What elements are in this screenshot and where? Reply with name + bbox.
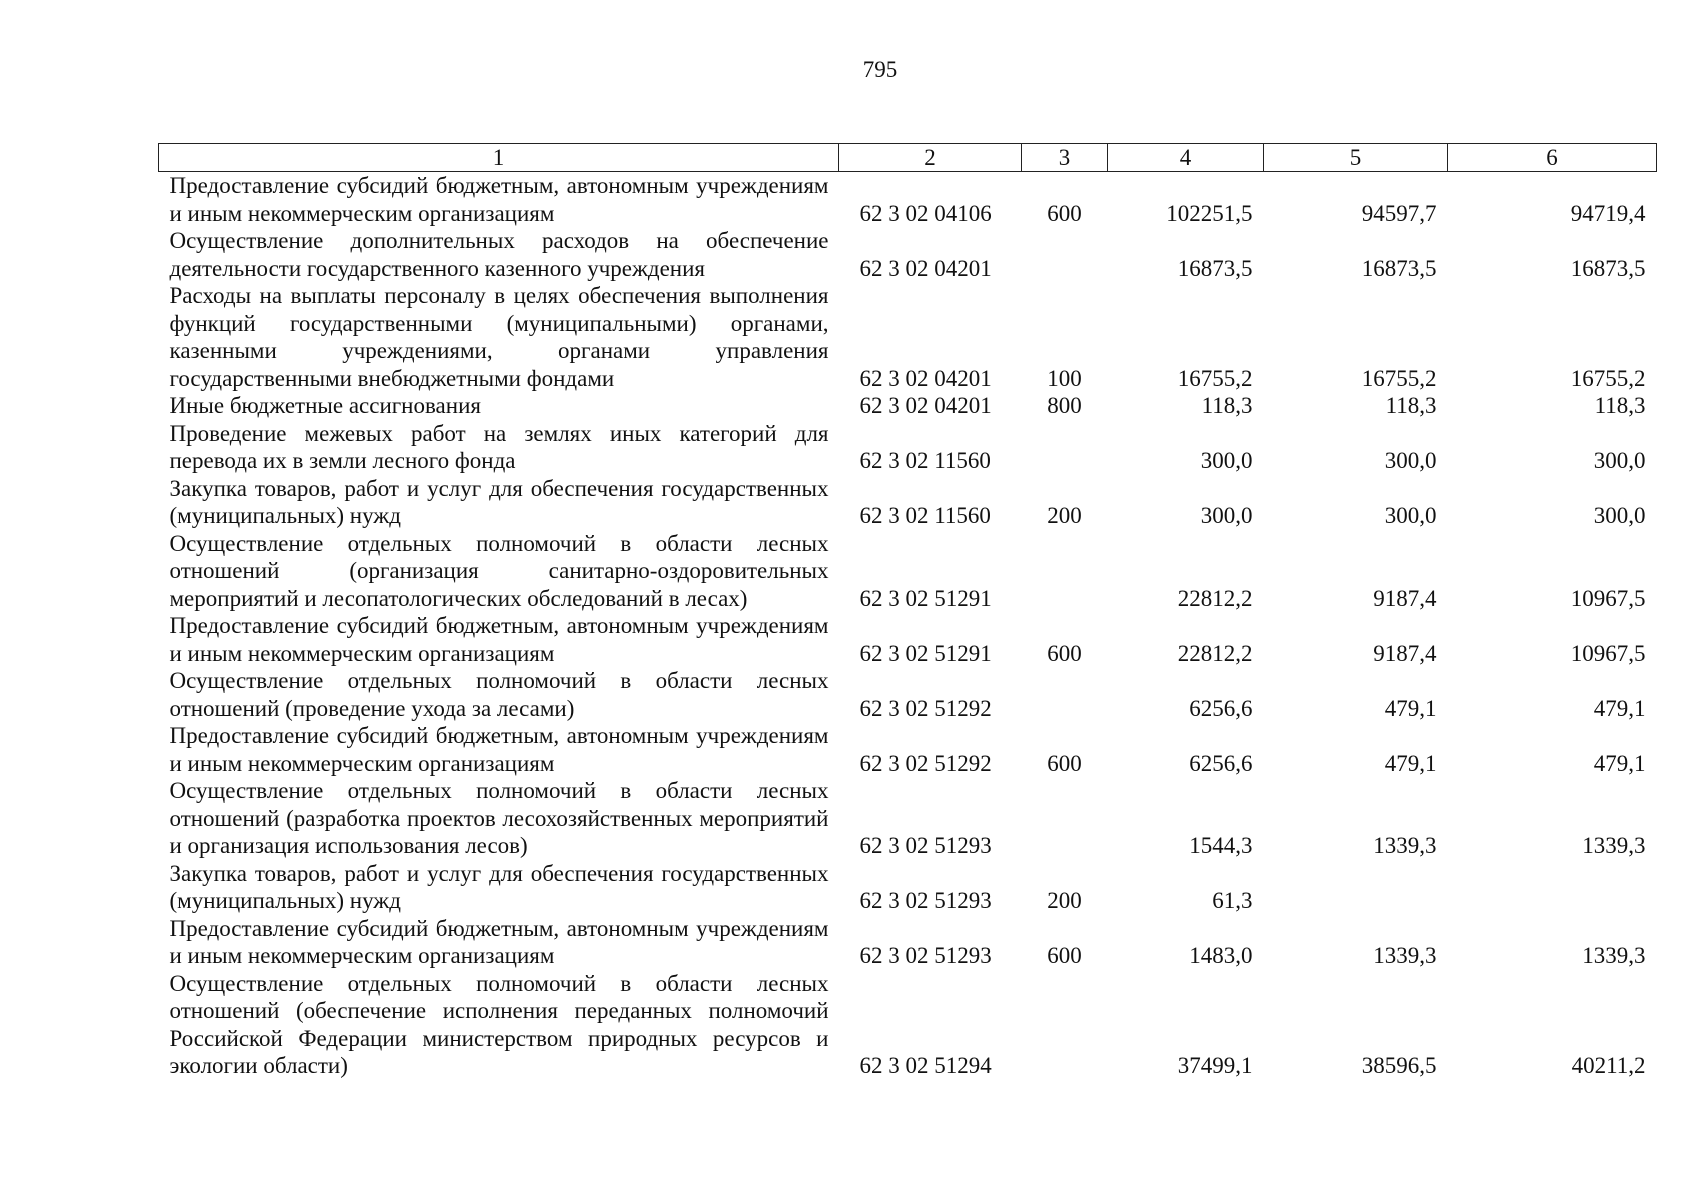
row-value-col4: 6256,6 bbox=[1189, 750, 1253, 776]
row-target-code: 62 3 02 04106 bbox=[859, 200, 992, 226]
column-header-6: 6 bbox=[1448, 144, 1657, 172]
table-row bbox=[159, 227, 1657, 282]
row-value-col5: 300,0 bbox=[1384, 503, 1437, 528]
row-value-col6: 16873,5 bbox=[1570, 255, 1646, 281]
row-target-code: 62 3 02 04201 bbox=[859, 255, 992, 281]
row-target-code: 62 3 02 04201 bbox=[859, 393, 992, 418]
column-header-1: 1 bbox=[159, 144, 839, 172]
row-target-code: 62 3 02 51293 bbox=[859, 888, 992, 913]
row-expense-type: 100 bbox=[1047, 365, 1082, 391]
table-row bbox=[159, 392, 1657, 420]
row-value-col5: 94597,7 bbox=[1361, 200, 1437, 226]
row-value-col6: 10967,5 bbox=[1570, 585, 1646, 611]
row-description: Осуществление дополнительных расходов на обеспечение деятельности государственного казенного учреждения bbox=[169, 228, 829, 281]
row-value-col6: 479,1 bbox=[1593, 750, 1646, 776]
row-value-col5: 479,1 bbox=[1384, 750, 1437, 776]
row-expense-type bbox=[1022, 530, 1108, 613]
row-value-col5: 479,1 bbox=[1384, 695, 1437, 721]
row-value-col5: 16873,5 bbox=[1361, 255, 1437, 281]
row-value-col5: 9187,4 bbox=[1373, 585, 1437, 611]
row-value-col6: 118,3 bbox=[1594, 393, 1646, 418]
row-value-col4: 37499,1 bbox=[1177, 1053, 1253, 1078]
row-value-col4: 61,3 bbox=[1212, 888, 1253, 913]
row-value-col4: 300,0 bbox=[1200, 448, 1253, 473]
column-header-4: 4 bbox=[1108, 144, 1264, 172]
row-value-col6: 300,0 bbox=[1593, 503, 1646, 528]
row-value-col6 bbox=[1448, 860, 1657, 915]
row-value-col4: 16873,5 bbox=[1177, 255, 1253, 281]
row-target-code: 62 3 02 04201 bbox=[859, 365, 992, 391]
row-expense-type bbox=[1022, 227, 1108, 282]
row-target-code: 62 3 02 51294 bbox=[859, 1053, 992, 1078]
row-expense-type: 600 bbox=[1047, 750, 1082, 776]
row-value-col5: 16755,2 bbox=[1361, 365, 1437, 391]
row-value-col4: 16755,2 bbox=[1177, 365, 1253, 391]
row-value-col4: 1483,0 bbox=[1189, 943, 1253, 968]
table-row bbox=[159, 612, 1657, 667]
table-row bbox=[159, 475, 1657, 530]
row-expense-type: 600 bbox=[1047, 200, 1082, 226]
row-description: Предоставление субсидий бюджетным, автономным учреждениям и иным некоммерческим организациям bbox=[169, 723, 829, 776]
row-value-col6: 479,1 bbox=[1593, 695, 1646, 721]
table-row bbox=[159, 722, 1657, 777]
row-target-code: 62 3 02 11560 bbox=[859, 503, 991, 528]
column-header-5: 5 bbox=[1264, 144, 1448, 172]
table-row bbox=[159, 420, 1657, 475]
row-target-code: 62 3 02 51291 bbox=[859, 585, 992, 611]
row-expense-type bbox=[1022, 420, 1108, 475]
row-value-col5: 1339,3 bbox=[1373, 943, 1437, 968]
row-description: Закупка товаров, работ и услуг для обеспечения государственных (муниципальных) нужд bbox=[169, 475, 829, 528]
row-value-col4: 118,3 bbox=[1201, 393, 1253, 418]
row-value-col6: 1339,3 bbox=[1582, 943, 1646, 968]
row-value-col4: 300,0 bbox=[1200, 503, 1253, 528]
row-value-col4: 6256,6 bbox=[1189, 695, 1253, 721]
row-expense-type bbox=[1022, 970, 1108, 1080]
row-value-col6: 16755,2 bbox=[1570, 365, 1646, 391]
row-description: Осуществление отдельных полномочий в области лесных отношений (организация санитарно-оздоровительных мероприятий и лесопатологических обследований в лесах) bbox=[169, 530, 829, 611]
row-value-col5: 38596,5 bbox=[1361, 1053, 1437, 1078]
row-value-col6: 40211,2 bbox=[1571, 1053, 1646, 1078]
table-row bbox=[159, 667, 1657, 722]
row-value-col5: 118,3 bbox=[1385, 393, 1437, 418]
row-expense-type bbox=[1022, 667, 1108, 722]
row-description: Осуществление отдельных полномочий в области лесных отношений (обеспечение исполнения переданных полномочий Российской Федерации министерством природных ресурсов и экологии области) bbox=[169, 970, 829, 1078]
row-description: Предоставление субсидий бюджетным, автономным учреждениям и иным некоммерческим организациям bbox=[169, 173, 829, 226]
row-description: Проведение межевых работ на землях иных категорий для перевода их в земли лесного фонда bbox=[169, 420, 829, 473]
row-description: Осуществление отдельных полномочий в области лесных отношений (разработка проектов лесохозяйственных мероприятий и организация использования лесов) bbox=[169, 778, 829, 858]
row-target-code: 62 3 02 51293 bbox=[859, 833, 992, 858]
column-header-3: 3 bbox=[1022, 144, 1108, 172]
row-target-code: 62 3 02 11560 bbox=[859, 448, 991, 473]
page-number: 795 bbox=[862, 57, 898, 82]
table-row bbox=[159, 530, 1657, 613]
table-row bbox=[159, 777, 1657, 860]
row-expense-type: 600 bbox=[1047, 640, 1082, 666]
row-value-col4: 22812,2 bbox=[1177, 640, 1253, 666]
budget-table bbox=[158, 143, 1657, 1080]
table-row bbox=[159, 282, 1657, 392]
row-description: Предоставление субсидий бюджетным, автономным учреждениям и иным некоммерческим организациям bbox=[169, 915, 829, 968]
row-expense-type: 600 bbox=[1047, 943, 1082, 968]
row-description: Расходы на выплаты персоналу в целях обеспечения выполнения функций государственными (муниципальными) органами, казенными учреждениями, органами управления государственными внебюджетными фондами bbox=[169, 283, 829, 391]
row-description: Закупка товаров, работ и услуг для обеспечения государственных (муниципальных) нужд bbox=[169, 860, 829, 913]
row-description: Иные бюджетные ассигнования bbox=[169, 393, 481, 418]
row-expense-type: 200 bbox=[1047, 888, 1082, 913]
row-target-code: 62 3 02 51291 bbox=[859, 640, 992, 666]
row-target-code: 62 3 02 51292 bbox=[859, 750, 992, 776]
table-body bbox=[159, 172, 1657, 1080]
row-value-col4: 1544,3 bbox=[1189, 833, 1253, 858]
row-value-col6: 94719,4 bbox=[1570, 200, 1646, 226]
row-value-col4: 102251,5 bbox=[1166, 200, 1253, 226]
table-row bbox=[159, 860, 1657, 915]
header-row bbox=[159, 144, 1657, 172]
table-row bbox=[159, 172, 1657, 228]
row-value-col5: 300,0 bbox=[1384, 448, 1437, 473]
row-description: Осуществление отдельных полномочий в области лесных отношений (проведение ухода за лесами) bbox=[169, 668, 829, 721]
column-header-2: 2 bbox=[839, 144, 1022, 172]
row-value-col6: 10967,5 bbox=[1570, 640, 1646, 666]
row-value-col5 bbox=[1264, 860, 1448, 915]
row-value-col4: 22812,2 bbox=[1177, 585, 1253, 611]
row-expense-type bbox=[1022, 777, 1108, 860]
row-value-col6: 1339,3 bbox=[1582, 833, 1646, 858]
table-row bbox=[159, 915, 1657, 970]
row-target-code: 62 3 02 51293 bbox=[859, 943, 992, 968]
row-value-col5: 9187,4 bbox=[1373, 640, 1437, 666]
row-expense-type: 200 bbox=[1047, 503, 1082, 528]
row-target-code: 62 3 02 51292 bbox=[859, 695, 992, 721]
table-row bbox=[159, 970, 1657, 1080]
row-description: Предоставление субсидий бюджетным, автономным учреждениям и иным некоммерческим организациям bbox=[169, 613, 829, 666]
row-value-col5: 1339,3 bbox=[1373, 833, 1437, 858]
row-expense-type: 800 bbox=[1047, 393, 1082, 418]
row-value-col6: 300,0 bbox=[1593, 448, 1646, 473]
